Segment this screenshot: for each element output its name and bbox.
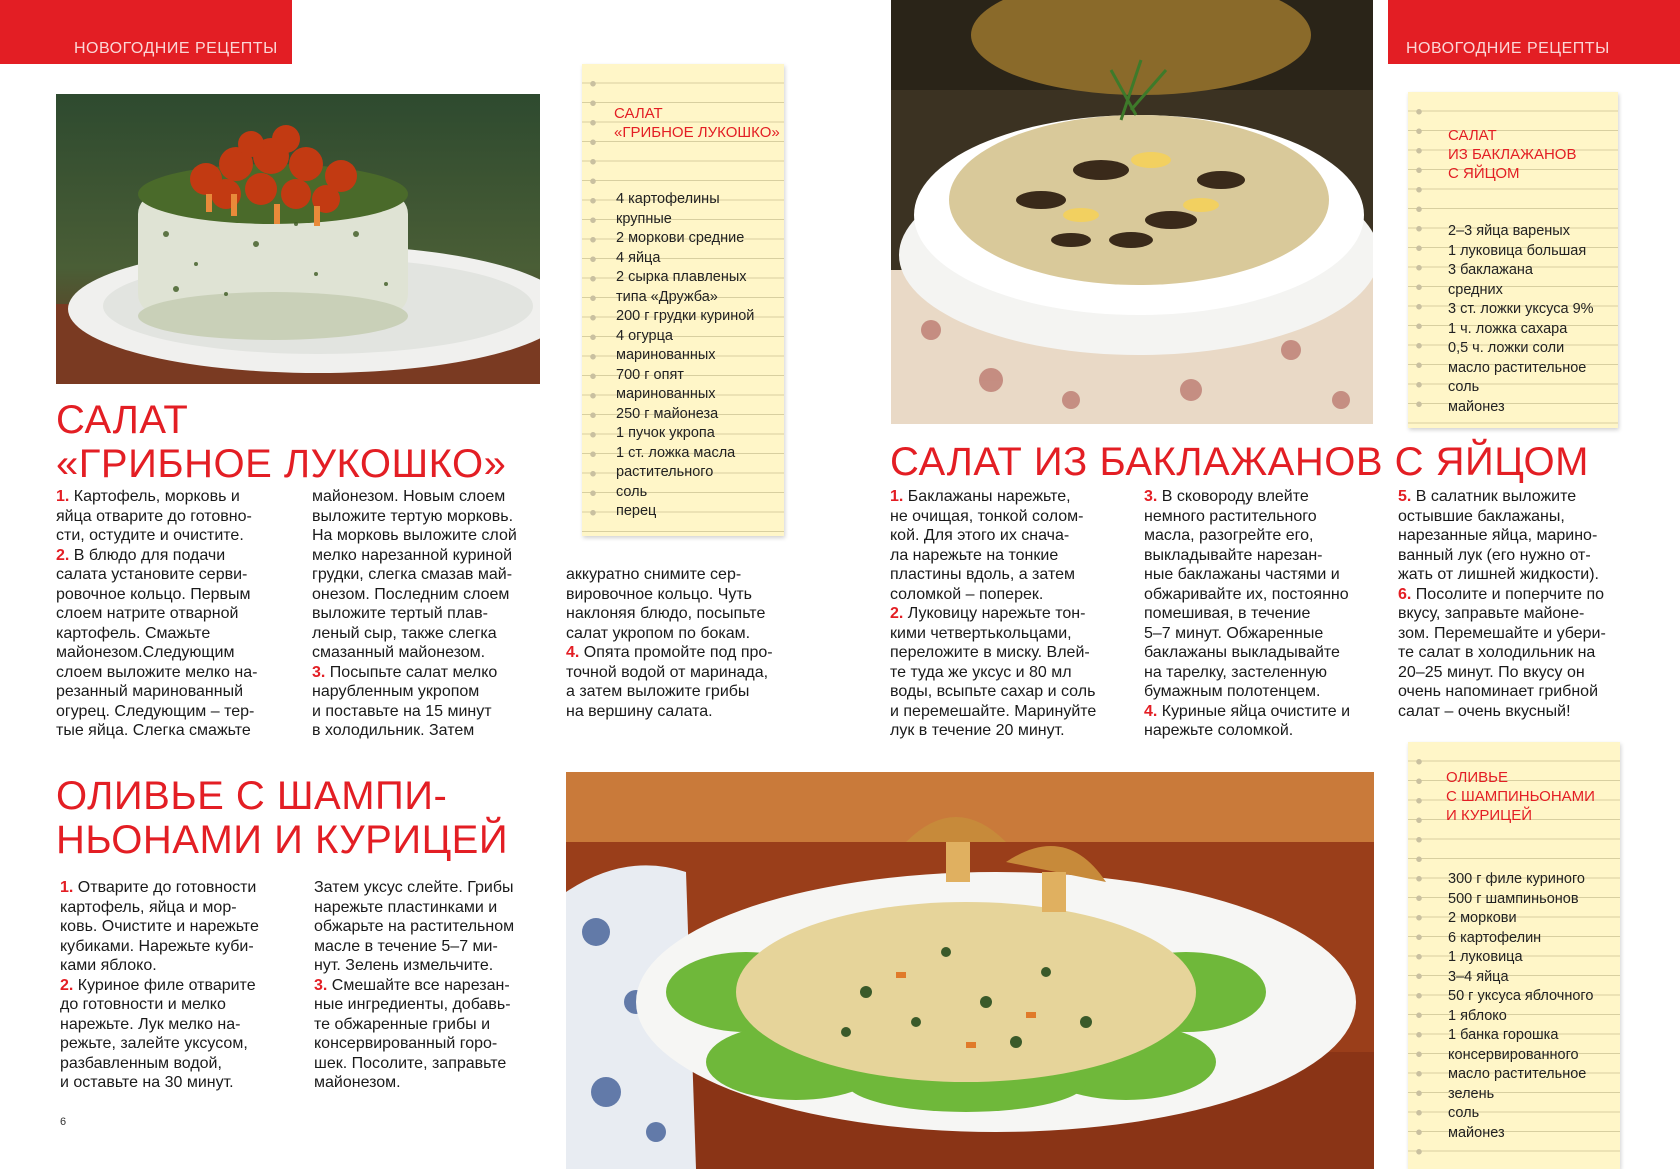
step-text: воды, всыпьте сахар и соль <box>890 683 1096 700</box>
ingredient-item: 2–3 яйца вареных <box>1448 223 1570 239</box>
ingredient-item: перец <box>616 503 657 519</box>
step-text: обжаривайте их, постоянно <box>1144 585 1349 603</box>
step-text: нут. Зелень измельчите. <box>314 957 494 974</box>
step-number: 2. <box>890 605 904 622</box>
step-text: ные баклажаны частями и <box>1144 566 1340 583</box>
step-text: В салатник выложите <box>1411 488 1577 505</box>
step-text: салат укропом по бокам. <box>566 624 751 642</box>
recipe1-column-3 <box>566 565 802 721</box>
step-text: консервированный горо- <box>314 1035 498 1052</box>
step-text: Куриное филе отварите <box>73 976 256 994</box>
step-text: выложите тертую морковь. <box>312 507 514 525</box>
step-text: майонезом. Новым слоем <box>312 488 506 505</box>
recipe3-title <box>56 774 508 862</box>
step-text: онезом. Последним слоем <box>312 585 510 603</box>
step-number: 1. <box>56 488 70 505</box>
step-text: переложите в миску. Влей- <box>890 644 1090 661</box>
step-text: те салат в холодильник на <box>1398 644 1596 661</box>
ingredient-item: 1 ч. ложка сахара <box>1448 320 1568 337</box>
ingredient-item: растительного <box>616 464 714 480</box>
recipe1-column-1 <box>56 487 288 741</box>
step-text: кубиками. Нарежьте куби- <box>60 937 254 955</box>
step-text: нарубленным укропом <box>312 683 480 700</box>
recipe1-note-title-line2: «ГРИБНОЕ ЛУКОШКО» <box>614 124 780 141</box>
step-text: Смешайте все нарезан- <box>327 976 510 994</box>
step-text: ровочное кольцо. Первым <box>56 585 251 603</box>
step-text: слоем выложите мелко на- <box>56 663 258 681</box>
step-number: 3. <box>1144 488 1158 505</box>
recipe2-column-2 <box>1144 487 1384 741</box>
step-text: в холодильник. Затем <box>312 722 475 739</box>
recipe3-title-line1: ОЛИВЬЕ С ШАМПИ- <box>56 774 448 818</box>
ingredient-item: 1 луковица <box>1448 949 1523 965</box>
step-text: Посыпьте салат мелко <box>325 663 498 681</box>
mushroom-salad-photo <box>56 94 540 384</box>
step-text: ла нарежьте на тонкие <box>890 546 1059 564</box>
step-text: аккуратно снимите сер- <box>566 566 742 583</box>
step-text: Картофель, морковь и <box>69 488 240 505</box>
step-text: баклажаны выкладывайте <box>1144 644 1340 661</box>
step-number: 1. <box>60 879 74 896</box>
recipe2-note-title-line2: ИЗ БАКЛАЖАНОВ <box>1448 146 1577 163</box>
recipe1-ingredient-list <box>616 190 754 522</box>
ingredient-item: 300 г филе куриного <box>1448 871 1585 887</box>
step-text: зом. Перемешайте и убери- <box>1398 624 1606 642</box>
ingredient-item: 3 баклажана <box>1448 262 1533 278</box>
ingredient-item: типа «Дружба» <box>616 288 718 305</box>
header-bar-left <box>0 0 292 64</box>
step-text: Затем уксус слейте. Грибы <box>314 879 514 896</box>
ingredient-item: масло растительное <box>1448 1066 1587 1082</box>
ingredient-item: 0,5 ч. ложки соли <box>1448 340 1565 356</box>
note-spiral <box>588 74 598 526</box>
recipe2-title: САЛАТ ИЗ БАКЛАЖАНОВ С ЯЙЦОМ <box>890 440 1589 484</box>
step-text: нарезанные яйца, марино- <box>1398 527 1598 544</box>
step-text: шек. Посолите, заправьте <box>314 1054 507 1072</box>
ingredient-item: 250 г майонеза <box>616 405 719 422</box>
step-text: масла, разогрейте его, <box>1144 527 1314 544</box>
step-number: 2. <box>56 546 70 564</box>
ingredient-item: 3–4 яйца <box>1448 968 1509 985</box>
step-number: 6. <box>1398 585 1412 603</box>
step-text: на вершину салата. <box>566 702 713 720</box>
step-text: очень напоминает грибной <box>1398 683 1599 700</box>
ingredient-item: 4 картофелины <box>616 191 720 207</box>
ingredient-item: 4 огурца <box>616 327 673 344</box>
recipe2-note-title-line1: САЛАТ <box>1448 127 1497 144</box>
step-text: кой. Для этого их снача- <box>890 527 1070 544</box>
ingredient-item: 2 моркови средние <box>616 230 745 246</box>
step-text: те туда же уксус и 80 мл <box>890 663 1072 681</box>
ingredient-item: 50 г уксуса яблочного <box>1448 988 1594 1004</box>
step-number: 4. <box>1144 702 1158 720</box>
step-number: 4. <box>566 644 580 661</box>
ingredient-item: 6 картофелин <box>1448 929 1542 946</box>
recipe3-column-2 <box>314 878 550 1093</box>
page-number: 6 <box>60 1116 67 1128</box>
step-text: тые яйца. Слегка смажьте <box>56 722 251 739</box>
step-text: майонезом. <box>314 1074 401 1091</box>
step-text: салат – очень вкусный! <box>1398 702 1571 720</box>
ingredient-item: маринованных <box>616 347 716 363</box>
step-text: грудки, слегка смазав май- <box>312 566 513 583</box>
step-text: Отварите до готовности <box>73 879 257 896</box>
step-text: и перемешайте. Маринуйте <box>890 702 1097 720</box>
ingredient-item: 700 г опят <box>616 366 684 383</box>
eggplant-salad-photo <box>891 0 1373 424</box>
ingredient-item: соль <box>616 483 648 500</box>
step-text: огурец. Следующим – тер- <box>56 702 255 720</box>
section-label-right: НОВОГОДНИЕ РЕЦЕПТЫ <box>1406 40 1610 57</box>
step-text: сти, остудите и очистите. <box>56 527 244 544</box>
ingredient-item: соль <box>1448 379 1480 395</box>
section-label-left: НОВОГОДНИЕ РЕЦЕПТЫ <box>74 40 278 57</box>
recipe1-note-title-line1: САЛАТ <box>614 105 663 122</box>
recipe3-note-title-line1: ОЛИВЬЕ <box>1446 769 1508 786</box>
ingredient-item: крупные <box>616 210 672 227</box>
ingredient-item: 1 луковица большая <box>1448 242 1587 259</box>
step-text: ковь. Очистите и нарежьте <box>60 918 259 935</box>
header-bar-right <box>1388 0 1680 64</box>
step-text: кими четвертькольцами, <box>890 624 1072 642</box>
step-text: смазанный майонезом. <box>312 644 486 661</box>
recipe2-column-3 <box>1398 487 1642 721</box>
ingredient-item: майонез <box>1448 1124 1505 1141</box>
note-spiral <box>1414 102 1424 418</box>
recipe2-ingredients-note <box>1408 92 1618 428</box>
step-text: режьте, залейте уксусом, <box>60 1035 248 1052</box>
ingredient-item: 2 сырка плавленых <box>616 269 747 285</box>
step-text: остывшие баклажаны, <box>1398 507 1565 525</box>
step-text: выложите тертый плав- <box>312 605 488 622</box>
ingredient-item: маринованных <box>616 386 716 402</box>
step-text: 20–25 минут. По вкусу он <box>1398 663 1585 681</box>
recipe1-column-2 <box>312 487 547 741</box>
step-number: 2. <box>60 976 74 994</box>
step-text: точной водой от маринада, <box>566 663 769 681</box>
step-text: майонезом.Следующим <box>56 644 235 661</box>
step-text: выкладывайте нарезан- <box>1144 546 1323 564</box>
step-number: 5. <box>1398 488 1412 505</box>
step-text: В блюдо для подачи <box>69 546 226 564</box>
ingredient-item: майонез <box>1448 398 1505 415</box>
step-text: картофель. Смажьте <box>56 624 211 642</box>
step-number: 3. <box>312 663 326 681</box>
ingredient-item: 3 ст. ложки уксуса 9% <box>1448 301 1594 317</box>
ingredient-item: масло растительное <box>1448 359 1587 376</box>
step-text: немного растительного <box>1144 507 1317 525</box>
step-text: наклоняя блюдо, посыпьте <box>566 605 766 622</box>
recipe2-note-title <box>1448 126 1576 183</box>
recipe2-note-title-line3: С ЯЙЦОМ <box>1448 165 1520 182</box>
step-text: Баклажаны нарежьте, <box>903 488 1071 505</box>
ingredient-item: средних <box>1448 281 1503 298</box>
step-text: пластины вдоль, а затем <box>890 566 1075 583</box>
recipe3-column-1 <box>60 878 292 1093</box>
step-text: нарежьте пластинками и <box>314 898 498 916</box>
step-text: Посолите и поперчите по <box>1411 585 1605 603</box>
step-text: вировочное кольцо. Чуть <box>566 585 753 603</box>
step-text: соломкой – поперек. <box>890 585 1044 603</box>
ingredient-item: соль <box>1448 1105 1480 1121</box>
step-text: леный сыр, также слегка <box>312 624 497 642</box>
step-text: помешивая, в течение <box>1144 605 1311 622</box>
ingredient-item: 2 моркови <box>1448 910 1517 926</box>
recipe3-note-title-line2: С ШАМПИНЬОНАМИ <box>1446 788 1595 805</box>
step-text: а затем выложите грибы <box>566 683 750 700</box>
step-text: не очищая, тонкой солом- <box>890 507 1084 525</box>
step-text: и оставьте на 30 минут. <box>60 1074 234 1091</box>
recipe1-note-title <box>614 104 780 142</box>
step-text: яйца отварите до готовно- <box>56 507 252 525</box>
ingredient-item: 1 ст. ложка масла <box>616 444 736 461</box>
step-text: В сковороду влейте <box>1157 488 1309 505</box>
step-text: те обжаренные грибы и <box>314 1015 491 1033</box>
ingredient-item: зелень <box>1448 1085 1495 1102</box>
step-text: мелко нарезанной куриной <box>312 546 513 564</box>
step-text: бумажным полотенцем. <box>1144 683 1321 700</box>
ingredient-item: консервированного <box>1448 1046 1579 1063</box>
recipe1-title <box>56 398 506 486</box>
recipe2-ingredient-list <box>1448 222 1594 417</box>
step-number: 3. <box>314 976 328 994</box>
step-text: картофель, яйца и мор- <box>60 898 237 916</box>
recipe3-ingredient-list <box>1448 870 1593 1143</box>
recipe1-title-line2: «ГРИБНОЕ ЛУКОШКО» <box>56 442 507 486</box>
step-text: и поставьте на 15 минут <box>312 702 492 720</box>
step-text: ками яблоко. <box>60 957 157 974</box>
step-text: ные ингредиенты, добавь- <box>314 996 511 1013</box>
step-text: до готовности и мелко <box>60 996 226 1013</box>
note-spiral <box>1414 752 1424 1159</box>
step-text: Луковицу нарежьте тон- <box>903 605 1086 622</box>
step-text: нарежьте соломкой. <box>1144 722 1294 739</box>
recipe2-column-1 <box>890 487 1130 741</box>
step-text: на тарелку, застеленную <box>1144 663 1327 681</box>
recipe1-ingredients-note <box>582 64 784 536</box>
step-text: нарежьте. Лук мелко на- <box>60 1015 241 1033</box>
step-text: Опята промойте под про- <box>579 644 773 661</box>
ingredient-item: 1 яблоко <box>1448 1007 1507 1024</box>
step-text: разбавленным водой, <box>60 1054 222 1072</box>
ingredient-item: 1 банка горошка <box>1448 1027 1559 1043</box>
recipe3-note-title <box>1446 768 1595 825</box>
step-text: масле в течение 5–7 ми- <box>314 937 498 955</box>
step-text: лук в течение 20 минут. <box>890 722 1065 739</box>
recipe3-title-line2: НЬОНАМИ И КУРИЦЕЙ <box>56 818 509 862</box>
step-text: жать от лишней жидкости). <box>1398 566 1599 583</box>
step-number: 1. <box>890 488 904 505</box>
step-text: ванный лук (его нужно от- <box>1398 546 1591 564</box>
step-text: салата установите серви- <box>56 566 248 583</box>
recipe3-note-title-line3: И КУРИЦЕЙ <box>1446 807 1533 824</box>
ingredient-item: 4 яйца <box>616 249 661 266</box>
step-text: слоем натрите отварной <box>56 605 239 622</box>
recipe1-title-line1: САЛАТ <box>56 398 189 442</box>
step-text: вкусу, заправьте майоне- <box>1398 605 1585 622</box>
recipe3-ingredients-note <box>1408 742 1620 1169</box>
step-text: 5–7 минут. Обжаренные <box>1144 624 1324 642</box>
step-text: резанный маринованный <box>56 683 244 700</box>
step-text: На морковь выложите слой <box>312 527 517 544</box>
ingredient-item: 1 пучок укропа <box>616 425 715 441</box>
ingredient-item: 500 г шампиньонов <box>1448 890 1579 907</box>
olivier-salad-photo <box>566 772 1374 1169</box>
step-text: обжарьте на растительном <box>314 918 515 935</box>
step-text: Куриные яйца очистите и <box>1157 702 1351 720</box>
ingredient-item: 200 г грудки куриной <box>616 308 755 324</box>
